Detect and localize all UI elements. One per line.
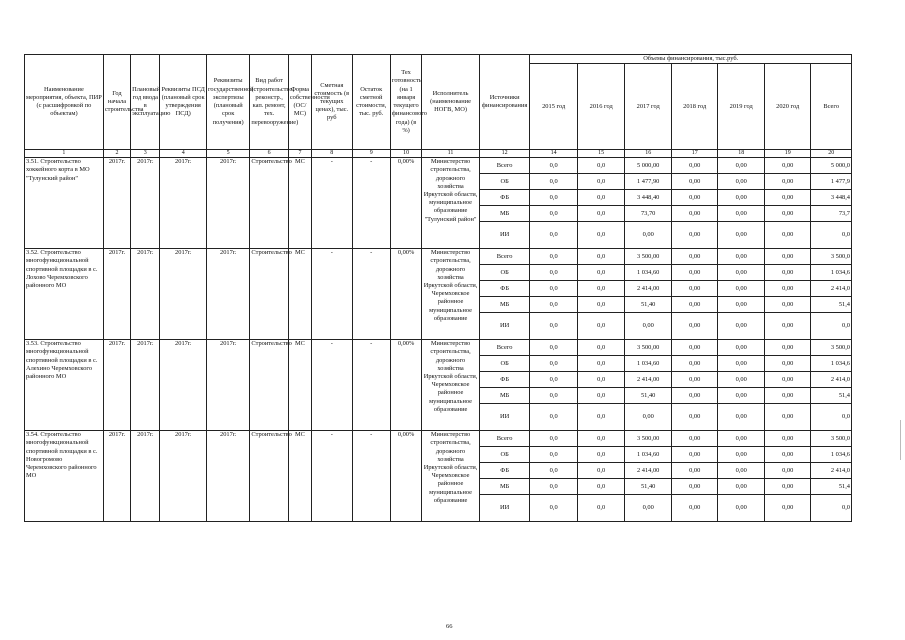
scan-edge-mark (900, 420, 901, 460)
value-cell: 0,00 (671, 495, 718, 522)
value-cell: 0,0 (530, 356, 578, 372)
source-cell: ФБ (479, 372, 530, 388)
value-cell: 0,00 (625, 404, 672, 431)
object-executor: Министерство строительства, дорожного хозяйства Иркутской области, Черемховское районное муниципальное образование (422, 249, 480, 340)
value-cell: 0,0 (577, 356, 625, 372)
value-cell: 0,00 (718, 206, 765, 222)
value-cell: 0,00 (625, 313, 672, 340)
header-year-2020: 2020 год (764, 64, 811, 150)
value-cell: 5 000,00 (625, 158, 672, 174)
column-number-cell: 2 (103, 150, 130, 158)
object-estimate: - (312, 249, 352, 340)
value-cell: 0,00 (764, 313, 811, 340)
column-number-cell: 8 (312, 150, 352, 158)
value-cell: 0,0 (577, 174, 625, 190)
object-plan-year: 2017г. (131, 431, 160, 522)
value-cell: 0,00 (671, 158, 718, 174)
header-plan-year: Плановый год ввода в эксплуатацию (131, 55, 160, 150)
object-remaining: - (352, 158, 390, 249)
value-cell: 0,00 (718, 190, 765, 206)
column-number-row (25, 150, 852, 158)
value-cell: 0,0 (577, 158, 625, 174)
value-cell: 3 500,0 (811, 340, 852, 356)
table-row (25, 340, 852, 356)
value-cell: 0,00 (671, 372, 718, 388)
source-cell: МБ (479, 388, 530, 404)
column-number-cell: 10 (390, 150, 421, 158)
object-readiness: 0,00% (390, 340, 421, 431)
value-cell: 0,00 (671, 174, 718, 190)
object-executor: Министерство строительства, дорожного хозяйства Иркутской области, Черемховское районное муниципальное образование (422, 431, 480, 522)
source-cell: МБ (479, 206, 530, 222)
object-executor: Министерство строительства, дорожного хозяйства Иркутской области, Черемховское районное муниципальное образование (422, 340, 480, 431)
value-cell: 0,00 (671, 222, 718, 249)
value-cell: 0,0 (577, 206, 625, 222)
object-ownership: МС (288, 431, 311, 522)
source-cell: Всего (479, 431, 530, 447)
value-cell: 0,00 (718, 404, 765, 431)
value-cell: 0,0 (577, 281, 625, 297)
object-expertise: 2017г. (206, 431, 249, 522)
value-cell: 0,00 (718, 174, 765, 190)
column-number-cell: 7 (288, 150, 311, 158)
value-cell: 51,40 (625, 388, 672, 404)
value-cell: 0,00 (764, 297, 811, 313)
value-cell: 0,00 (671, 313, 718, 340)
object-psd: 2017г. (160, 431, 207, 522)
object-psd: 2017г. (160, 158, 207, 249)
value-cell: 0,0 (577, 297, 625, 313)
column-number-cell: 1 (25, 150, 104, 158)
column-number-cell: 6 (250, 150, 288, 158)
value-cell: 51,40 (625, 479, 672, 495)
column-number-cell: 19 (764, 150, 811, 158)
value-cell: 1 034,6 (811, 447, 852, 463)
value-cell: 2 414,00 (625, 463, 672, 479)
header-year-2017: 2017 год (625, 64, 672, 150)
object-plan-year: 2017г. (131, 249, 160, 340)
column-number-cell: 20 (811, 150, 852, 158)
value-cell: 3 500,00 (625, 431, 672, 447)
value-cell: 2 414,00 (625, 372, 672, 388)
value-cell: 0,00 (718, 479, 765, 495)
header-year-2015: 2015 год (530, 64, 578, 150)
value-cell: 0,00 (764, 340, 811, 356)
object-ownership: МС (288, 249, 311, 340)
value-cell: 0,0 (577, 249, 625, 265)
object-executor: Министерство строительства, дорожного хозяйства Иркутской области, муниципальное образование "Тулунский район" (422, 158, 480, 249)
value-cell: 0,0 (530, 281, 578, 297)
value-cell: 0,00 (764, 174, 811, 190)
financing-table (24, 54, 852, 522)
object-psd: 2017г. (160, 340, 207, 431)
value-cell: 0,0 (811, 313, 852, 340)
value-cell: 0,00 (764, 463, 811, 479)
object-remaining: - (352, 431, 390, 522)
object-ownership: МС (288, 158, 311, 249)
value-cell: 51,40 (625, 297, 672, 313)
source-cell: ИИ (479, 222, 530, 249)
table-row (25, 158, 852, 174)
source-cell: ОБ (479, 447, 530, 463)
header-year-2018: 2018 год (671, 64, 718, 150)
value-cell: 0,0 (577, 372, 625, 388)
source-cell: ОБ (479, 265, 530, 281)
value-cell: 0,0 (811, 495, 852, 522)
source-cell: ОБ (479, 174, 530, 190)
source-cell: Всего (479, 158, 530, 174)
header-executor: Исполнитель (наименование НОГВ, МО) (422, 55, 480, 150)
source-cell: МБ (479, 479, 530, 495)
value-cell: 0,00 (718, 495, 765, 522)
value-cell: 0,00 (671, 206, 718, 222)
value-cell: 0,0 (530, 297, 578, 313)
value-cell: 0,00 (718, 388, 765, 404)
value-cell: 0,00 (764, 249, 811, 265)
value-cell: 0,00 (718, 431, 765, 447)
value-cell: 0,00 (718, 222, 765, 249)
object-estimate: - (312, 158, 352, 249)
object-work-type: Строительство (250, 340, 288, 431)
value-cell: 0,00 (718, 463, 765, 479)
source-cell: ИИ (479, 404, 530, 431)
value-cell: 0,00 (671, 404, 718, 431)
value-cell: 3 500,0 (811, 249, 852, 265)
object-expertise: 2017г. (206, 249, 249, 340)
financing-table-sheet (24, 54, 852, 522)
value-cell: 0,00 (671, 463, 718, 479)
object-expertise: 2017г. (206, 158, 249, 249)
value-cell: 0,00 (764, 431, 811, 447)
column-number-cell: 3 (131, 150, 160, 158)
value-cell: 0,0 (530, 174, 578, 190)
value-cell: 0,00 (718, 340, 765, 356)
value-cell: 0,00 (671, 249, 718, 265)
value-cell: 0,00 (764, 372, 811, 388)
column-number-cell: 18 (718, 150, 765, 158)
value-cell: 0,00 (671, 431, 718, 447)
value-cell: 0,00 (764, 388, 811, 404)
value-cell: 0,0 (577, 447, 625, 463)
value-cell: 51,4 (811, 388, 852, 404)
header-remaining: Остаток сметной стоимости, тыс. руб. (352, 55, 390, 150)
object-work-type: Строительство (250, 158, 288, 249)
value-cell: 0,00 (718, 313, 765, 340)
value-cell: 0,0 (530, 206, 578, 222)
value-cell: 0,0 (577, 222, 625, 249)
value-cell: 0,0 (530, 495, 578, 522)
source-cell: ОБ (479, 356, 530, 372)
object-name: 3.54. Строительство многофункциональной спортивной площадки в с. Новогромово Черемховского районного МО (25, 431, 104, 522)
column-number-cell: 15 (577, 150, 625, 158)
value-cell: 0,00 (718, 281, 765, 297)
column-number-cell: 12 (479, 150, 530, 158)
value-cell: 3 500,00 (625, 249, 672, 265)
value-cell: 0,00 (764, 404, 811, 431)
value-cell: 0,00 (764, 265, 811, 281)
header-estimate: Сметная стоимость (в текущих ценах), тыс. руб (312, 55, 352, 150)
object-plan-year: 2017г. (131, 158, 160, 249)
value-cell: 0,00 (718, 249, 765, 265)
value-cell: 0,0 (577, 313, 625, 340)
value-cell: 1 034,60 (625, 356, 672, 372)
column-number-cell: 16 (625, 150, 672, 158)
source-cell: Всего (479, 249, 530, 265)
value-cell: 0,0 (530, 249, 578, 265)
value-cell: 0,0 (530, 388, 578, 404)
value-cell: 0,00 (718, 158, 765, 174)
value-cell: 0,00 (625, 222, 672, 249)
header-expertise: Реквизиты государственной экспертизы (плановый срок получения) (206, 55, 249, 150)
value-cell: 0,00 (764, 495, 811, 522)
value-cell: 0,00 (671, 265, 718, 281)
value-cell: 0,00 (718, 372, 765, 388)
table-row (25, 249, 852, 265)
value-cell: 0,0 (577, 388, 625, 404)
value-cell: 0,0 (530, 479, 578, 495)
column-number-cell: 14 (530, 150, 578, 158)
value-cell: 0,00 (671, 297, 718, 313)
object-estimate: - (312, 431, 352, 522)
header-ownership: Форма собственности (ОС/МС) (288, 55, 311, 150)
object-year-start: 2017г. (103, 340, 130, 431)
object-readiness: 0,00% (390, 431, 421, 522)
column-number-cell: 9 (352, 150, 390, 158)
value-cell: 0,0 (530, 222, 578, 249)
value-cell: 3 448,40 (625, 190, 672, 206)
value-cell: 0,00 (671, 281, 718, 297)
object-year-start: 2017г. (103, 249, 130, 340)
value-cell: 0,00 (764, 158, 811, 174)
value-cell: 1 034,6 (811, 356, 852, 372)
object-readiness: 0,00% (390, 158, 421, 249)
value-cell: 0,00 (671, 479, 718, 495)
value-cell: 2 414,0 (811, 281, 852, 297)
value-cell: 0,0 (530, 404, 578, 431)
header-volumes: Объемы финансирования, тыс.руб. (530, 55, 852, 64)
source-cell: МБ (479, 297, 530, 313)
value-cell: 0,0 (577, 190, 625, 206)
value-cell: 0,0 (577, 340, 625, 356)
value-cell: 1 034,6 (811, 265, 852, 281)
value-cell: 0,00 (671, 388, 718, 404)
value-cell: 1 477,9 (811, 174, 852, 190)
value-cell: 0,0 (577, 495, 625, 522)
column-number-cell: 11 (422, 150, 480, 158)
value-cell: 0,0 (530, 265, 578, 281)
value-cell: 0,0 (577, 404, 625, 431)
column-number-cell: 4 (160, 150, 207, 158)
header-year-start: Год начала строительства (103, 55, 130, 150)
object-remaining: - (352, 340, 390, 431)
value-cell: 0,0 (530, 372, 578, 388)
value-cell: 0,0 (530, 463, 578, 479)
object-estimate: - (312, 340, 352, 431)
object-work-type: Строительство (250, 249, 288, 340)
object-name: 3.53. Строительство многофункциональной спортивной площадки в с. Алехино Черемховского районного МО (25, 340, 104, 431)
table-body (25, 55, 852, 522)
header-year-2016: 2016 год (577, 64, 625, 150)
object-work-type: Строительство (250, 431, 288, 522)
value-cell: 1 477,90 (625, 174, 672, 190)
object-year-start: 2017г. (103, 158, 130, 249)
value-cell: 0,00 (764, 356, 811, 372)
header-readiness: Тех готовность (на 1 января текущего финансового года) (в %) (390, 55, 421, 150)
value-cell: 0,00 (671, 356, 718, 372)
value-cell: 0,00 (671, 447, 718, 463)
value-cell: 2 414,0 (811, 463, 852, 479)
value-cell: 0,0 (530, 431, 578, 447)
value-cell: 0,00 (764, 479, 811, 495)
value-cell: 1 034,60 (625, 265, 672, 281)
value-cell: 73,7 (811, 206, 852, 222)
source-cell: ФБ (479, 281, 530, 297)
object-psd: 2017г. (160, 249, 207, 340)
object-name: 3.52. Строительство многофункциональной спортивной площадки в с. Лохово Черемховского районного МО (25, 249, 104, 340)
value-cell: 1 034,60 (625, 447, 672, 463)
value-cell: 0,0 (811, 222, 852, 249)
table-row (25, 431, 852, 447)
source-cell: ИИ (479, 495, 530, 522)
value-cell: 3 448,4 (811, 190, 852, 206)
value-cell: 0,00 (764, 222, 811, 249)
value-cell: 0,0 (530, 190, 578, 206)
value-cell: 0,00 (671, 340, 718, 356)
value-cell: 0,00 (718, 265, 765, 281)
object-readiness: 0,00% (390, 249, 421, 340)
value-cell: 0,0 (577, 265, 625, 281)
value-cell: 0,00 (718, 297, 765, 313)
value-cell: 0,00 (764, 190, 811, 206)
value-cell: 3 500,00 (625, 340, 672, 356)
value-cell: 0,00 (625, 495, 672, 522)
object-remaining: - (352, 249, 390, 340)
header-name: Наименование мероприятия, объекта, ПИР (с расшифровкой по объектам) (25, 55, 104, 150)
source-cell: ФБ (479, 190, 530, 206)
header-year-2019: 2019 год (718, 64, 765, 150)
object-name: 3.51. Строительство хоккейного корта в МО "Тулунский район" (25, 158, 104, 249)
header-work-type: Вид работ (строительство, реконстр., кап. ремонт, тех. перевооружение) (250, 55, 288, 150)
value-cell: 0,0 (530, 447, 578, 463)
value-cell: 51,4 (811, 479, 852, 495)
value-cell: 3 500,0 (811, 431, 852, 447)
value-cell: 0,00 (718, 356, 765, 372)
header-psd: Реквизиты ПСД (плановый срок утверждения ПСД) (160, 55, 207, 150)
value-cell: 51,4 (811, 297, 852, 313)
value-cell: 0,0 (577, 431, 625, 447)
value-cell: 0,00 (764, 281, 811, 297)
source-cell: ФБ (479, 463, 530, 479)
value-cell: 0,0 (577, 479, 625, 495)
value-cell: 0,00 (671, 190, 718, 206)
value-cell: 0,00 (764, 447, 811, 463)
value-cell: 0,0 (811, 404, 852, 431)
header-row-1 (25, 55, 852, 64)
value-cell: 0,0 (530, 340, 578, 356)
source-cell: ИИ (479, 313, 530, 340)
source-cell: Всего (479, 340, 530, 356)
value-cell: 5 000,0 (811, 158, 852, 174)
header-year-total: Всего (811, 64, 852, 150)
value-cell: 0,0 (530, 313, 578, 340)
value-cell: 0,0 (530, 158, 578, 174)
object-year-start: 2017г. (103, 431, 130, 522)
value-cell: 73,70 (625, 206, 672, 222)
object-ownership: МС (288, 340, 311, 431)
value-cell: 2 414,0 (811, 372, 852, 388)
value-cell: 0,0 (577, 463, 625, 479)
page-number: 66 (446, 623, 453, 630)
column-number-cell: 5 (206, 150, 249, 158)
column-number-cell: 17 (671, 150, 718, 158)
value-cell: 0,00 (718, 447, 765, 463)
object-expertise: 2017г. (206, 340, 249, 431)
object-plan-year: 2017г. (131, 340, 160, 431)
value-cell: 2 414,00 (625, 281, 672, 297)
header-sources: Источники финансирования (479, 55, 530, 150)
value-cell: 0,00 (764, 206, 811, 222)
